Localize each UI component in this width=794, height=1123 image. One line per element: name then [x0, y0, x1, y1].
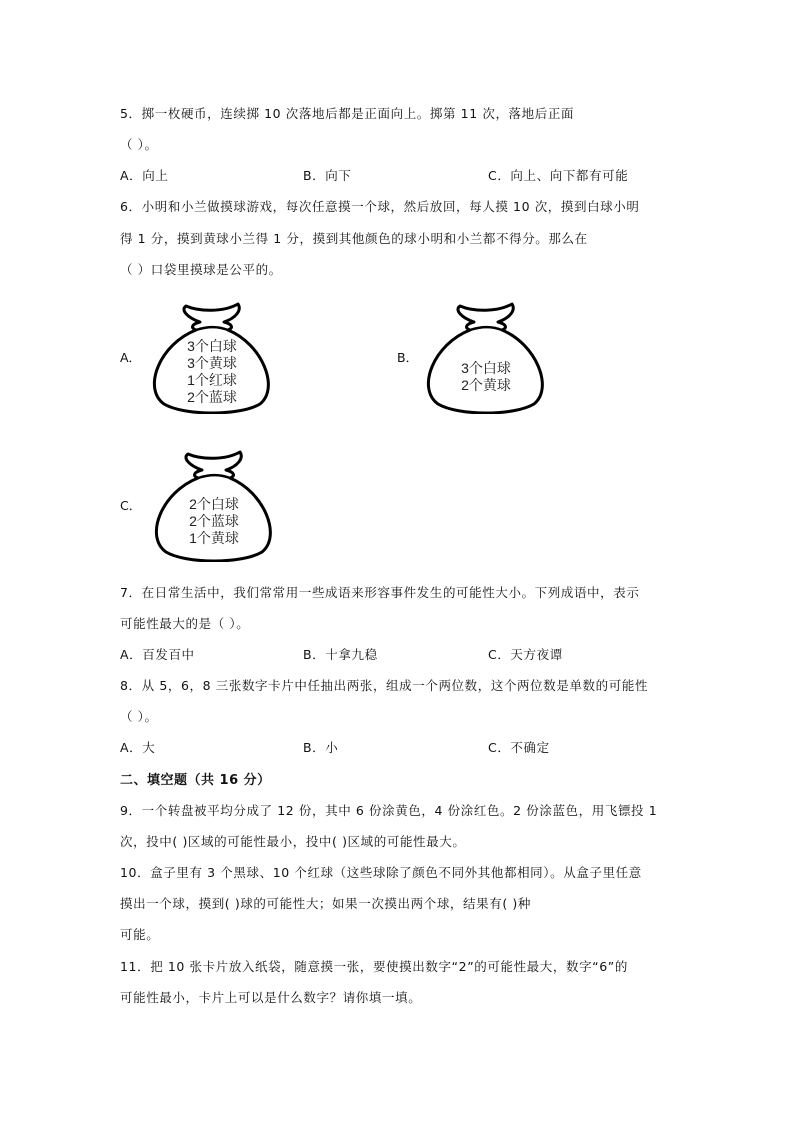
q6-stem-line2: 得 1 分，摸到黄球小兰得 1 分，摸到其他颜色的球小明和小兰都不得分。那么在 — [120, 231, 588, 246]
bag-a-item-3: 1个红球 — [187, 372, 237, 388]
section-title-fill-in: 二、填空题（共 16 分） — [120, 773, 271, 788]
bag-c-label: C． — [120, 498, 142, 513]
bag-c-item-3: 1个黄球 — [189, 530, 239, 546]
q11-stem-line1: 11．把 10 张卡片放入纸袋，随意摸一张，要使摸出数字“2”的可能性最大，数字“6”的 — [120, 959, 628, 974]
bag-a — [148, 298, 276, 414]
q7-option-c: C．天方夜谭 — [488, 647, 563, 662]
q9-stem-line2: 次，投中( )区域的可能性最小，投中( )区域的可能性最大。 — [120, 834, 466, 849]
q8-option-b: B．小 — [303, 740, 339, 755]
q7-stem-line2: 可能性最大的是（ ）。 — [120, 616, 250, 631]
q8-option-a: A．大 — [120, 740, 156, 755]
q6-stem-line3: （ ）口袋里摸球是公平的。 — [120, 262, 282, 277]
q5-stem-line1: 5．掷一枚硬币，连续掷 10 次落地后都是正面向上。掷第 11 次，落地后正面 — [120, 106, 575, 121]
q7-stem-line1: 7．在日常生活中，我们常常用一些成语来形容事件发生的可能性大小。下列成语中，表示 — [120, 585, 640, 600]
bag-c — [150, 446, 278, 562]
q7-option-a: A．百发百中 — [120, 647, 195, 662]
q5-option-b: B．向下 — [303, 168, 352, 183]
bag-b-label: B． — [397, 350, 419, 365]
q5-option-c: C．向上、向下都有可能 — [488, 168, 629, 183]
q8-stem-line1: 8．从 5，6，8 三张数字卡片中任抽出两张，组成一个两位数，这个两位数是单数的可能性 — [120, 678, 649, 693]
bag-a-label: A． — [120, 350, 142, 365]
q10-stem-line2: 摸出一个球，摸到( )球的可能性大；如果一次摸出两个球，结果有( )种 — [120, 896, 531, 911]
q5-stem-line2: （ ）。 — [120, 137, 158, 152]
q6-stem-line1: 6．小明和小兰做摸球游戏，每次任意摸一个球，然后放回，每人摸 10 次，摸到白球小明 — [120, 199, 640, 214]
q5-option-a: A．向上 — [120, 168, 169, 183]
bag-c-item-2: 2个蓝球 — [189, 513, 239, 529]
bag-a-item-2: 3个黄球 — [187, 355, 237, 371]
q8-option-c: C．不确定 — [488, 740, 550, 755]
q9-stem-line1: 9．一个转盘被平均分成了 12 份，其中 6 份涂黄色，4 份涂红色。2 份涂蓝色，用飞镖投 1 — [120, 803, 658, 818]
bag-c-item-1: 2个白球 — [189, 496, 239, 512]
q7-option-b: B．十拿九稳 — [303, 647, 378, 662]
bag-a-item-1: 3个白球 — [187, 338, 237, 354]
q11-stem-line2: 可能性最小，卡片上可以是什么数字？请你填一填。 — [120, 990, 422, 1005]
bag-b-item-2: 2个黄球 — [461, 377, 511, 393]
q10-stem-line1: 10．盒子里有 3 个黑球、10 个红球（这些球除了颜色不同外其他都相同）。从盒子里任意 — [120, 865, 642, 880]
q8-stem-line2: （ ）。 — [120, 709, 158, 724]
money-bag-icon — [422, 298, 550, 414]
bag-b — [422, 298, 550, 414]
bag-b-item-1: 3个白球 — [461, 360, 511, 376]
q10-stem-line3: 可能。 — [120, 927, 160, 942]
bag-a-item-4: 2个蓝球 — [187, 389, 237, 405]
